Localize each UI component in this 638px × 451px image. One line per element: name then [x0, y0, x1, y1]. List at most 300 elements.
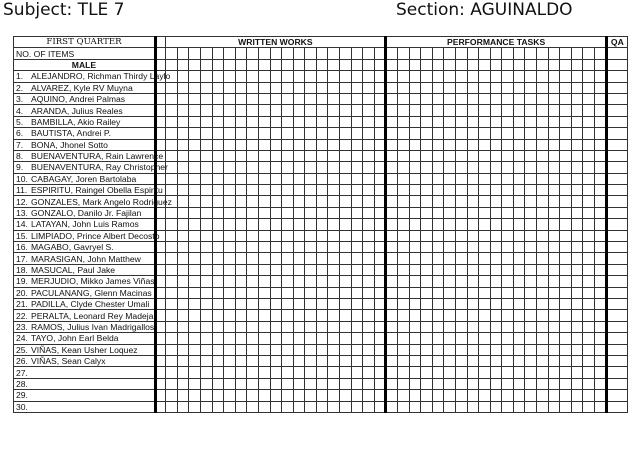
performance-score-cell[interactable] — [409, 344, 421, 355]
performance-score-cell[interactable] — [548, 196, 560, 207]
written-score-cell[interactable] — [339, 333, 351, 344]
written-score-cell[interactable] — [282, 390, 294, 401]
written-score-cell[interactable] — [351, 310, 363, 321]
performance-score-cell[interactable] — [444, 264, 456, 275]
performance-score-cell[interactable] — [479, 390, 491, 401]
written-score-cell[interactable] — [293, 390, 305, 401]
performance-score-cell[interactable] — [490, 264, 502, 275]
written-score-cell[interactable] — [282, 287, 294, 298]
written-score-cell[interactable] — [177, 378, 189, 389]
performance-score-cell[interactable] — [479, 219, 491, 230]
performance-score-cell[interactable] — [571, 71, 583, 82]
written-score-cell[interactable] — [177, 264, 189, 275]
performance-score-cell[interactable] — [467, 242, 479, 253]
performance-score-cell[interactable] — [525, 367, 537, 378]
performance-score-cell[interactable] — [421, 287, 433, 298]
written-score-cell[interactable] — [282, 355, 294, 366]
performance-score-cell[interactable] — [560, 401, 572, 412]
written-score-cell[interactable] — [351, 333, 363, 344]
written-score-cell[interactable] — [328, 71, 340, 82]
written-score-cell[interactable] — [270, 378, 282, 389]
written-score-cell[interactable] — [282, 173, 294, 184]
written-score-cell[interactable] — [177, 287, 189, 298]
performance-score-cell[interactable] — [467, 367, 479, 378]
performance-score-cell[interactable] — [583, 333, 595, 344]
qa-score-cell[interactable] — [606, 105, 627, 116]
performance-score-cell[interactable] — [502, 173, 514, 184]
performance-score-cell[interactable] — [525, 333, 537, 344]
written-score-cell[interactable] — [351, 128, 363, 139]
written-score-cell[interactable] — [166, 173, 178, 184]
written-score-cell[interactable] — [282, 162, 294, 173]
performance-score-cell[interactable] — [594, 390, 606, 401]
written-score-cell[interactable] — [247, 173, 259, 184]
written-score-cell[interactable] — [363, 401, 375, 412]
written-score-cell[interactable] — [224, 344, 236, 355]
written-score-cell[interactable] — [363, 128, 375, 139]
written-score-cell[interactable] — [316, 93, 328, 104]
written-score-cell[interactable] — [282, 264, 294, 275]
written-score-cell[interactable] — [316, 333, 328, 344]
written-score-cell[interactable] — [351, 242, 363, 253]
written-score-cell[interactable] — [177, 93, 189, 104]
performance-score-cell[interactable] — [583, 219, 595, 230]
written-score-cell[interactable] — [270, 196, 282, 207]
performance-score-cell[interactable] — [583, 173, 595, 184]
written-score-cell[interactable] — [282, 207, 294, 218]
performance-score-cell[interactable] — [455, 401, 467, 412]
written-score-cell[interactable] — [224, 162, 236, 173]
written-score-cell[interactable] — [316, 253, 328, 264]
performance-score-cell[interactable] — [421, 139, 433, 150]
performance-score-cell[interactable] — [513, 344, 525, 355]
written-score-cell[interactable] — [201, 93, 213, 104]
performance-score-cell[interactable] — [525, 82, 537, 93]
written-score-cell[interactable] — [270, 287, 282, 298]
performance-score-cell[interactable] — [571, 219, 583, 230]
performance-score-cell[interactable] — [490, 230, 502, 241]
written-score-cell[interactable] — [270, 310, 282, 321]
performance-score-cell[interactable] — [432, 230, 444, 241]
performance-score-cell[interactable] — [594, 321, 606, 332]
performance-score-cell[interactable] — [594, 401, 606, 412]
written-score-cell[interactable] — [201, 219, 213, 230]
performance-score-cell[interactable] — [444, 298, 456, 309]
written-score-cell[interactable] — [201, 162, 213, 173]
performance-score-cell[interactable] — [479, 139, 491, 150]
performance-score-cell[interactable] — [467, 276, 479, 287]
written-score-cell[interactable] — [305, 185, 317, 196]
performance-score-cell[interactable] — [444, 196, 456, 207]
written-score-cell[interactable] — [212, 207, 224, 218]
written-score-cell[interactable] — [235, 219, 247, 230]
performance-score-cell[interactable] — [571, 207, 583, 218]
performance-score-cell[interactable] — [409, 287, 421, 298]
qa-score-cell[interactable] — [606, 116, 627, 127]
performance-score-cell[interactable] — [386, 105, 398, 116]
performance-score-cell[interactable] — [560, 310, 572, 321]
written-score-cell[interactable] — [328, 367, 340, 378]
performance-score-cell[interactable] — [548, 242, 560, 253]
written-score-cell[interactable] — [316, 71, 328, 82]
written-score-cell[interactable] — [270, 401, 282, 412]
performance-score-cell[interactable] — [455, 333, 467, 344]
performance-score-cell[interactable] — [513, 162, 525, 173]
performance-score-cell[interactable] — [455, 264, 467, 275]
performance-score-cell[interactable] — [560, 150, 572, 161]
performance-score-cell[interactable] — [560, 333, 572, 344]
written-score-cell[interactable] — [235, 150, 247, 161]
performance-score-cell[interactable] — [594, 207, 606, 218]
written-score-cell[interactable] — [247, 48, 259, 59]
written-score-cell[interactable] — [212, 48, 224, 59]
performance-score-cell[interactable] — [421, 196, 433, 207]
qa-score-cell[interactable] — [606, 219, 627, 230]
written-score-cell[interactable] — [293, 276, 305, 287]
performance-score-cell[interactable] — [409, 321, 421, 332]
written-score-cell[interactable] — [282, 242, 294, 253]
written-score-cell[interactable] — [235, 390, 247, 401]
performance-score-cell[interactable] — [455, 298, 467, 309]
written-score-cell[interactable] — [270, 230, 282, 241]
written-score-cell[interactable] — [212, 355, 224, 366]
written-score-cell[interactable] — [258, 128, 270, 139]
performance-score-cell[interactable] — [537, 344, 549, 355]
written-score-cell[interactable] — [258, 185, 270, 196]
written-score-cell[interactable] — [374, 185, 386, 196]
performance-score-cell[interactable] — [560, 321, 572, 332]
performance-score-cell[interactable] — [525, 116, 537, 127]
performance-score-cell[interactable] — [537, 93, 549, 104]
written-score-cell[interactable] — [293, 230, 305, 241]
performance-score-cell[interactable] — [525, 173, 537, 184]
written-score-cell[interactable] — [270, 276, 282, 287]
performance-score-cell[interactable] — [467, 185, 479, 196]
written-score-cell[interactable] — [282, 378, 294, 389]
written-score-cell[interactable] — [189, 230, 201, 241]
written-score-cell[interactable] — [177, 139, 189, 150]
written-score-cell[interactable] — [247, 185, 259, 196]
qa-score-cell[interactable] — [606, 48, 627, 59]
written-score-cell[interactable] — [177, 128, 189, 139]
written-score-cell[interactable] — [339, 48, 351, 59]
written-score-cell[interactable] — [351, 401, 363, 412]
written-score-cell[interactable] — [212, 93, 224, 104]
performance-score-cell[interactable] — [444, 48, 456, 59]
performance-score-cell[interactable] — [444, 333, 456, 344]
performance-score-cell[interactable] — [548, 276, 560, 287]
performance-score-cell[interactable] — [583, 276, 595, 287]
performance-score-cell[interactable] — [421, 355, 433, 366]
written-score-cell[interactable] — [282, 344, 294, 355]
written-score-cell[interactable] — [339, 82, 351, 93]
performance-score-cell[interactable] — [444, 162, 456, 173]
qa-score-cell[interactable] — [606, 150, 627, 161]
written-score-cell[interactable] — [177, 207, 189, 218]
performance-score-cell[interactable] — [594, 378, 606, 389]
performance-score-cell[interactable] — [386, 242, 398, 253]
written-score-cell[interactable] — [305, 139, 317, 150]
performance-score-cell[interactable] — [594, 173, 606, 184]
performance-score-cell[interactable] — [455, 93, 467, 104]
written-score-cell[interactable] — [363, 321, 375, 332]
performance-score-cell[interactable] — [594, 219, 606, 230]
written-score-cell[interactable] — [293, 139, 305, 150]
qa-score-cell[interactable] — [606, 162, 627, 173]
performance-score-cell[interactable] — [560, 139, 572, 150]
performance-score-cell[interactable] — [421, 333, 433, 344]
performance-score-cell[interactable] — [479, 93, 491, 104]
written-score-cell[interactable] — [166, 139, 178, 150]
written-score-cell[interactable] — [339, 185, 351, 196]
performance-score-cell[interactable] — [571, 390, 583, 401]
performance-score-cell[interactable] — [560, 287, 572, 298]
performance-score-cell[interactable] — [583, 150, 595, 161]
written-score-cell[interactable] — [293, 264, 305, 275]
performance-score-cell[interactable] — [548, 93, 560, 104]
written-score-cell[interactable] — [351, 355, 363, 366]
performance-score-cell[interactable] — [502, 264, 514, 275]
written-score-cell[interactable] — [328, 378, 340, 389]
written-score-cell[interactable] — [374, 287, 386, 298]
written-score-cell[interactable] — [212, 321, 224, 332]
written-score-cell[interactable] — [212, 105, 224, 116]
written-score-cell[interactable] — [258, 48, 270, 59]
performance-score-cell[interactable] — [398, 390, 410, 401]
performance-score-cell[interactable] — [444, 71, 456, 82]
written-score-cell[interactable] — [212, 82, 224, 93]
written-score-cell[interactable] — [224, 128, 236, 139]
performance-score-cell[interactable] — [455, 48, 467, 59]
performance-score-cell[interactable] — [467, 139, 479, 150]
performance-score-cell[interactable] — [421, 242, 433, 253]
written-score-cell[interactable] — [201, 321, 213, 332]
performance-score-cell[interactable] — [479, 310, 491, 321]
performance-score-cell[interactable] — [571, 48, 583, 59]
performance-score-cell[interactable] — [386, 298, 398, 309]
performance-score-cell[interactable] — [490, 401, 502, 412]
written-score-cell[interactable] — [316, 242, 328, 253]
written-score-cell[interactable] — [212, 298, 224, 309]
performance-score-cell[interactable] — [398, 207, 410, 218]
written-score-cell[interactable] — [201, 242, 213, 253]
performance-score-cell[interactable] — [444, 139, 456, 150]
written-score-cell[interactable] — [247, 344, 259, 355]
written-score-cell[interactable] — [328, 298, 340, 309]
performance-score-cell[interactable] — [537, 230, 549, 241]
performance-score-cell[interactable] — [502, 378, 514, 389]
performance-score-cell[interactable] — [479, 298, 491, 309]
performance-score-cell[interactable] — [409, 71, 421, 82]
performance-score-cell[interactable] — [513, 310, 525, 321]
written-score-cell[interactable] — [328, 128, 340, 139]
performance-score-cell[interactable] — [409, 207, 421, 218]
written-score-cell[interactable] — [374, 150, 386, 161]
written-score-cell[interactable] — [282, 310, 294, 321]
written-score-cell[interactable] — [351, 378, 363, 389]
performance-score-cell[interactable] — [479, 82, 491, 93]
written-score-cell[interactable] — [363, 207, 375, 218]
written-score-cell[interactable] — [305, 310, 317, 321]
performance-score-cell[interactable] — [398, 287, 410, 298]
written-score-cell[interactable] — [224, 207, 236, 218]
performance-score-cell[interactable] — [594, 139, 606, 150]
performance-score-cell[interactable] — [444, 128, 456, 139]
performance-score-cell[interactable] — [479, 116, 491, 127]
performance-score-cell[interactable] — [490, 196, 502, 207]
performance-score-cell[interactable] — [421, 207, 433, 218]
performance-score-cell[interactable] — [525, 71, 537, 82]
performance-score-cell[interactable] — [525, 401, 537, 412]
performance-score-cell[interactable] — [409, 264, 421, 275]
written-score-cell[interactable] — [305, 378, 317, 389]
written-score-cell[interactable] — [224, 264, 236, 275]
performance-score-cell[interactable] — [409, 150, 421, 161]
written-score-cell[interactable] — [247, 207, 259, 218]
performance-score-cell[interactable] — [502, 355, 514, 366]
written-score-cell[interactable] — [258, 253, 270, 264]
written-score-cell[interactable] — [166, 93, 178, 104]
written-score-cell[interactable] — [363, 116, 375, 127]
performance-score-cell[interactable] — [398, 196, 410, 207]
performance-score-cell[interactable] — [513, 401, 525, 412]
written-score-cell[interactable] — [258, 333, 270, 344]
performance-score-cell[interactable] — [502, 310, 514, 321]
performance-score-cell[interactable] — [548, 367, 560, 378]
written-score-cell[interactable] — [374, 298, 386, 309]
written-score-cell[interactable] — [189, 355, 201, 366]
written-score-cell[interactable] — [293, 378, 305, 389]
performance-score-cell[interactable] — [525, 287, 537, 298]
performance-score-cell[interactable] — [490, 219, 502, 230]
qa-score-cell[interactable] — [606, 196, 627, 207]
written-score-cell[interactable] — [247, 219, 259, 230]
performance-score-cell[interactable] — [537, 207, 549, 218]
written-score-cell[interactable] — [316, 310, 328, 321]
qa-score-cell[interactable] — [606, 276, 627, 287]
performance-score-cell[interactable] — [490, 185, 502, 196]
performance-score-cell[interactable] — [479, 150, 491, 161]
written-score-cell[interactable] — [201, 310, 213, 321]
performance-score-cell[interactable] — [444, 390, 456, 401]
performance-score-cell[interactable] — [398, 162, 410, 173]
written-score-cell[interactable] — [201, 298, 213, 309]
written-score-cell[interactable] — [177, 162, 189, 173]
performance-score-cell[interactable] — [490, 333, 502, 344]
written-score-cell[interactable] — [166, 321, 178, 332]
performance-score-cell[interactable] — [409, 390, 421, 401]
written-score-cell[interactable] — [258, 355, 270, 366]
written-score-cell[interactable] — [177, 219, 189, 230]
performance-score-cell[interactable] — [386, 321, 398, 332]
written-score-cell[interactable] — [212, 344, 224, 355]
written-score-cell[interactable] — [177, 105, 189, 116]
performance-score-cell[interactable] — [479, 71, 491, 82]
performance-score-cell[interactable] — [560, 230, 572, 241]
performance-score-cell[interactable] — [594, 310, 606, 321]
written-score-cell[interactable] — [363, 276, 375, 287]
written-score-cell[interactable] — [363, 82, 375, 93]
performance-score-cell[interactable] — [537, 264, 549, 275]
written-score-cell[interactable] — [201, 378, 213, 389]
written-score-cell[interactable] — [363, 298, 375, 309]
performance-score-cell[interactable] — [398, 321, 410, 332]
written-score-cell[interactable] — [270, 367, 282, 378]
written-score-cell[interactable] — [363, 242, 375, 253]
written-score-cell[interactable] — [351, 162, 363, 173]
performance-score-cell[interactable] — [432, 207, 444, 218]
performance-score-cell[interactable] — [479, 173, 491, 184]
written-score-cell[interactable] — [189, 105, 201, 116]
performance-score-cell[interactable] — [421, 321, 433, 332]
performance-score-cell[interactable] — [467, 219, 479, 230]
performance-score-cell[interactable] — [455, 71, 467, 82]
written-score-cell[interactable] — [224, 321, 236, 332]
written-score-cell[interactable] — [328, 276, 340, 287]
performance-score-cell[interactable] — [502, 219, 514, 230]
performance-score-cell[interactable] — [502, 242, 514, 253]
written-score-cell[interactable] — [224, 378, 236, 389]
written-score-cell[interactable] — [189, 298, 201, 309]
written-score-cell[interactable] — [177, 298, 189, 309]
performance-score-cell[interactable] — [409, 82, 421, 93]
performance-score-cell[interactable] — [467, 82, 479, 93]
written-score-cell[interactable] — [201, 196, 213, 207]
written-score-cell[interactable] — [270, 71, 282, 82]
performance-score-cell[interactable] — [409, 253, 421, 264]
performance-score-cell[interactable] — [386, 71, 398, 82]
written-score-cell[interactable] — [351, 287, 363, 298]
written-score-cell[interactable] — [293, 219, 305, 230]
written-score-cell[interactable] — [328, 401, 340, 412]
performance-score-cell[interactable] — [398, 105, 410, 116]
performance-score-cell[interactable] — [537, 185, 549, 196]
written-score-cell[interactable] — [374, 310, 386, 321]
performance-score-cell[interactable] — [525, 310, 537, 321]
performance-score-cell[interactable] — [513, 264, 525, 275]
performance-score-cell[interactable] — [560, 242, 572, 253]
performance-score-cell[interactable] — [455, 150, 467, 161]
qa-score-cell[interactable] — [606, 128, 627, 139]
written-score-cell[interactable] — [247, 196, 259, 207]
written-score-cell[interactable] — [305, 71, 317, 82]
written-score-cell[interactable] — [177, 48, 189, 59]
written-score-cell[interactable] — [339, 105, 351, 116]
written-score-cell[interactable] — [270, 48, 282, 59]
performance-score-cell[interactable] — [537, 321, 549, 332]
written-score-cell[interactable] — [316, 401, 328, 412]
written-score-cell[interactable] — [293, 253, 305, 264]
written-score-cell[interactable] — [212, 378, 224, 389]
written-score-cell[interactable] — [316, 139, 328, 150]
performance-score-cell[interactable] — [502, 196, 514, 207]
performance-score-cell[interactable] — [560, 219, 572, 230]
performance-score-cell[interactable] — [548, 355, 560, 366]
written-score-cell[interactable] — [374, 264, 386, 275]
written-score-cell[interactable] — [305, 82, 317, 93]
performance-score-cell[interactable] — [594, 298, 606, 309]
performance-score-cell[interactable] — [583, 93, 595, 104]
performance-score-cell[interactable] — [421, 105, 433, 116]
qa-score-cell[interactable] — [606, 207, 627, 218]
performance-score-cell[interactable] — [467, 355, 479, 366]
written-score-cell[interactable] — [316, 344, 328, 355]
written-score-cell[interactable] — [363, 230, 375, 241]
written-score-cell[interactable] — [212, 401, 224, 412]
written-score-cell[interactable] — [166, 105, 178, 116]
performance-score-cell[interactable] — [502, 207, 514, 218]
written-score-cell[interactable] — [247, 276, 259, 287]
